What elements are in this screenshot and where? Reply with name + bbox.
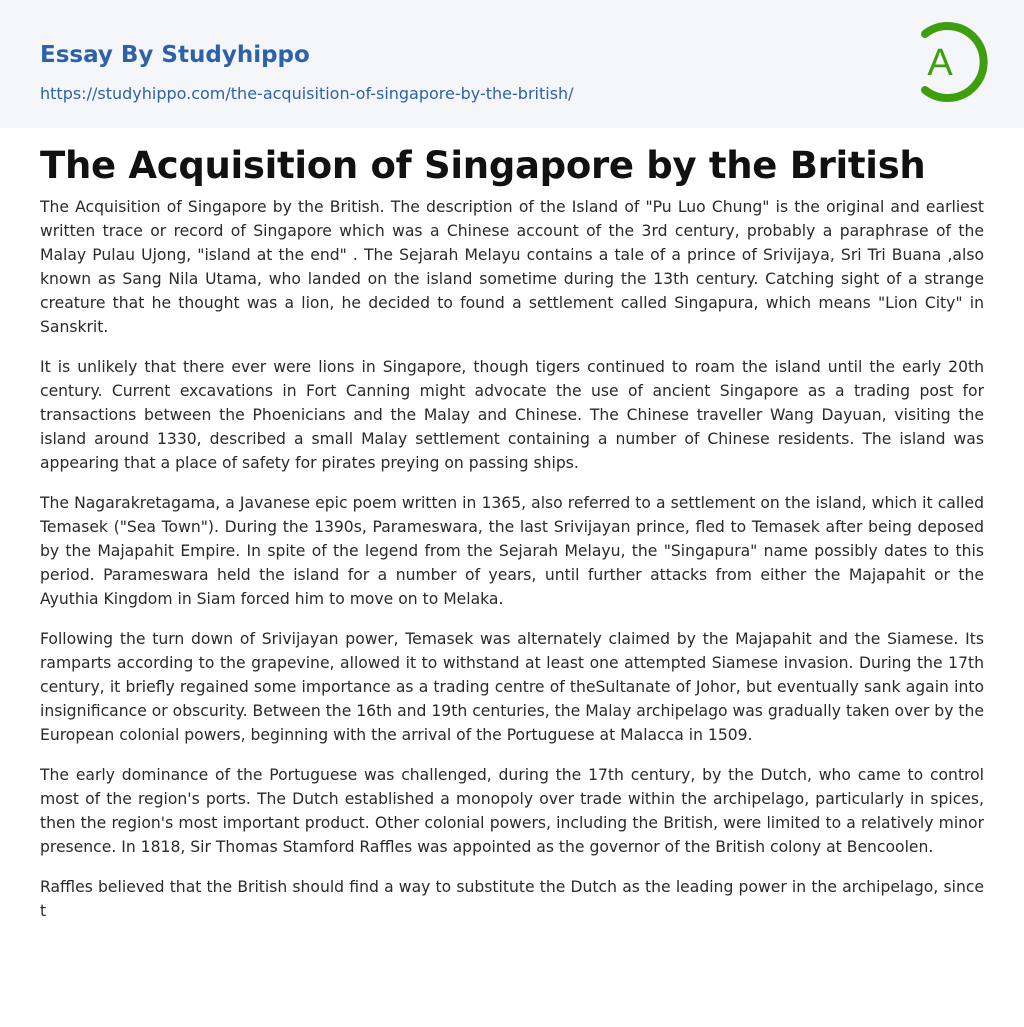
essay-body (40, 195, 984, 939)
paragraph: Following the turn down of Srivijayan power, Temasek was alternately claimed by the Majapahit and the Siamese. Its ramparts according to the grapevine, allowed it to withstand at least one attempted Siamese invasion. During the 17th century, it briefly regained some importance as a trading centre of theSultanate of Johor, but eventually sank again into insignificance or obscurity. Between the 16th and 19th centuries, the Malay archipelago was gradually taken over by the European colonial powers, beginning with the arrival of the Portuguese at Malacca in 1509. (40, 630, 984, 744)
page-title: The Acquisition of Singapore by the British (40, 144, 926, 187)
brand-title[interactable]: Essay By Studyhippo (40, 42, 310, 68)
studyhippo-logo-icon[interactable] (905, 20, 989, 104)
site-header (0, 0, 1024, 128)
paragraph: The Nagarakretagama, a Javanese epic poem written in 1365, also referred to a settlement on the island, which it called Temasek ("Sea Town"). During the 1390s, Parameswara, the last Srivijayan prince, fled to Temasek after being deposed by the Majapahit Empire. In spite of the legend from the Sejarah Melayu, the "Singapura" name possibly dates to this period. Parameswara held the island for a number of years, until further attacks from either the Majapahit or the Ayuthia Kingdom in Siam forced him to move on to Melaka. (40, 494, 984, 608)
paragraph: The early dominance of the Portuguese was challenged, during the 17th century, by the Dutch, who came to control most of the region's ports. The Dutch established a monopoly over trade within the archipelago, particularly in spices, then the region's most important product. Other colonial powers, including the British, were limited to a relatively minor presence. In 1818, Sir Thomas Stamford Raffles was appointed as the governor of the British colony at Bencoolen. (40, 766, 984, 856)
paragraph: The Acquisition of Singapore by the British. The description of the Island of "Pu Luo Chung" is the original and earliest written trace or record of Singapore which was a Chinese account of the 3rd century, probably a paraphrase of the Malay Pulau Ujong, "island at the end" . The Sejarah Melayu contains a tale of a prince of Srivijaya, Sri Tri Buana ,also known as Sang Nila Utama, who landed on the island sometime during the 13th century. Catching sight of a strange creature that he thought was a lion, he decided to found a settlement called Singapura, which means "Lion City" in Sanskrit. (40, 198, 984, 336)
essay-url-link[interactable]: https://studyhippo.com/the-acquisition-of-singapore-by-the-british/ (40, 84, 574, 103)
paragraph: Raffles believed that the British should find a way to substitute the Dutch as the leading power in the archipelago, since t (40, 878, 984, 920)
svg-text:A: A (927, 42, 953, 84)
paragraph: It is unlikely that there ever were lions in Singapore, though tigers continued to roam the island until the early 20th century. Current excavations in Fort Canning might advocate the use of ancient Singapore as a trading post for transactions between the Phoenicians and the Malay and Chinese. The Chinese traveller Wang Dayuan, visiting the island around 1330, described a small Malay settlement containing a number of Chinese residents. The island was appearing that a place of safety for pirates preying on passing ships. (40, 358, 984, 472)
